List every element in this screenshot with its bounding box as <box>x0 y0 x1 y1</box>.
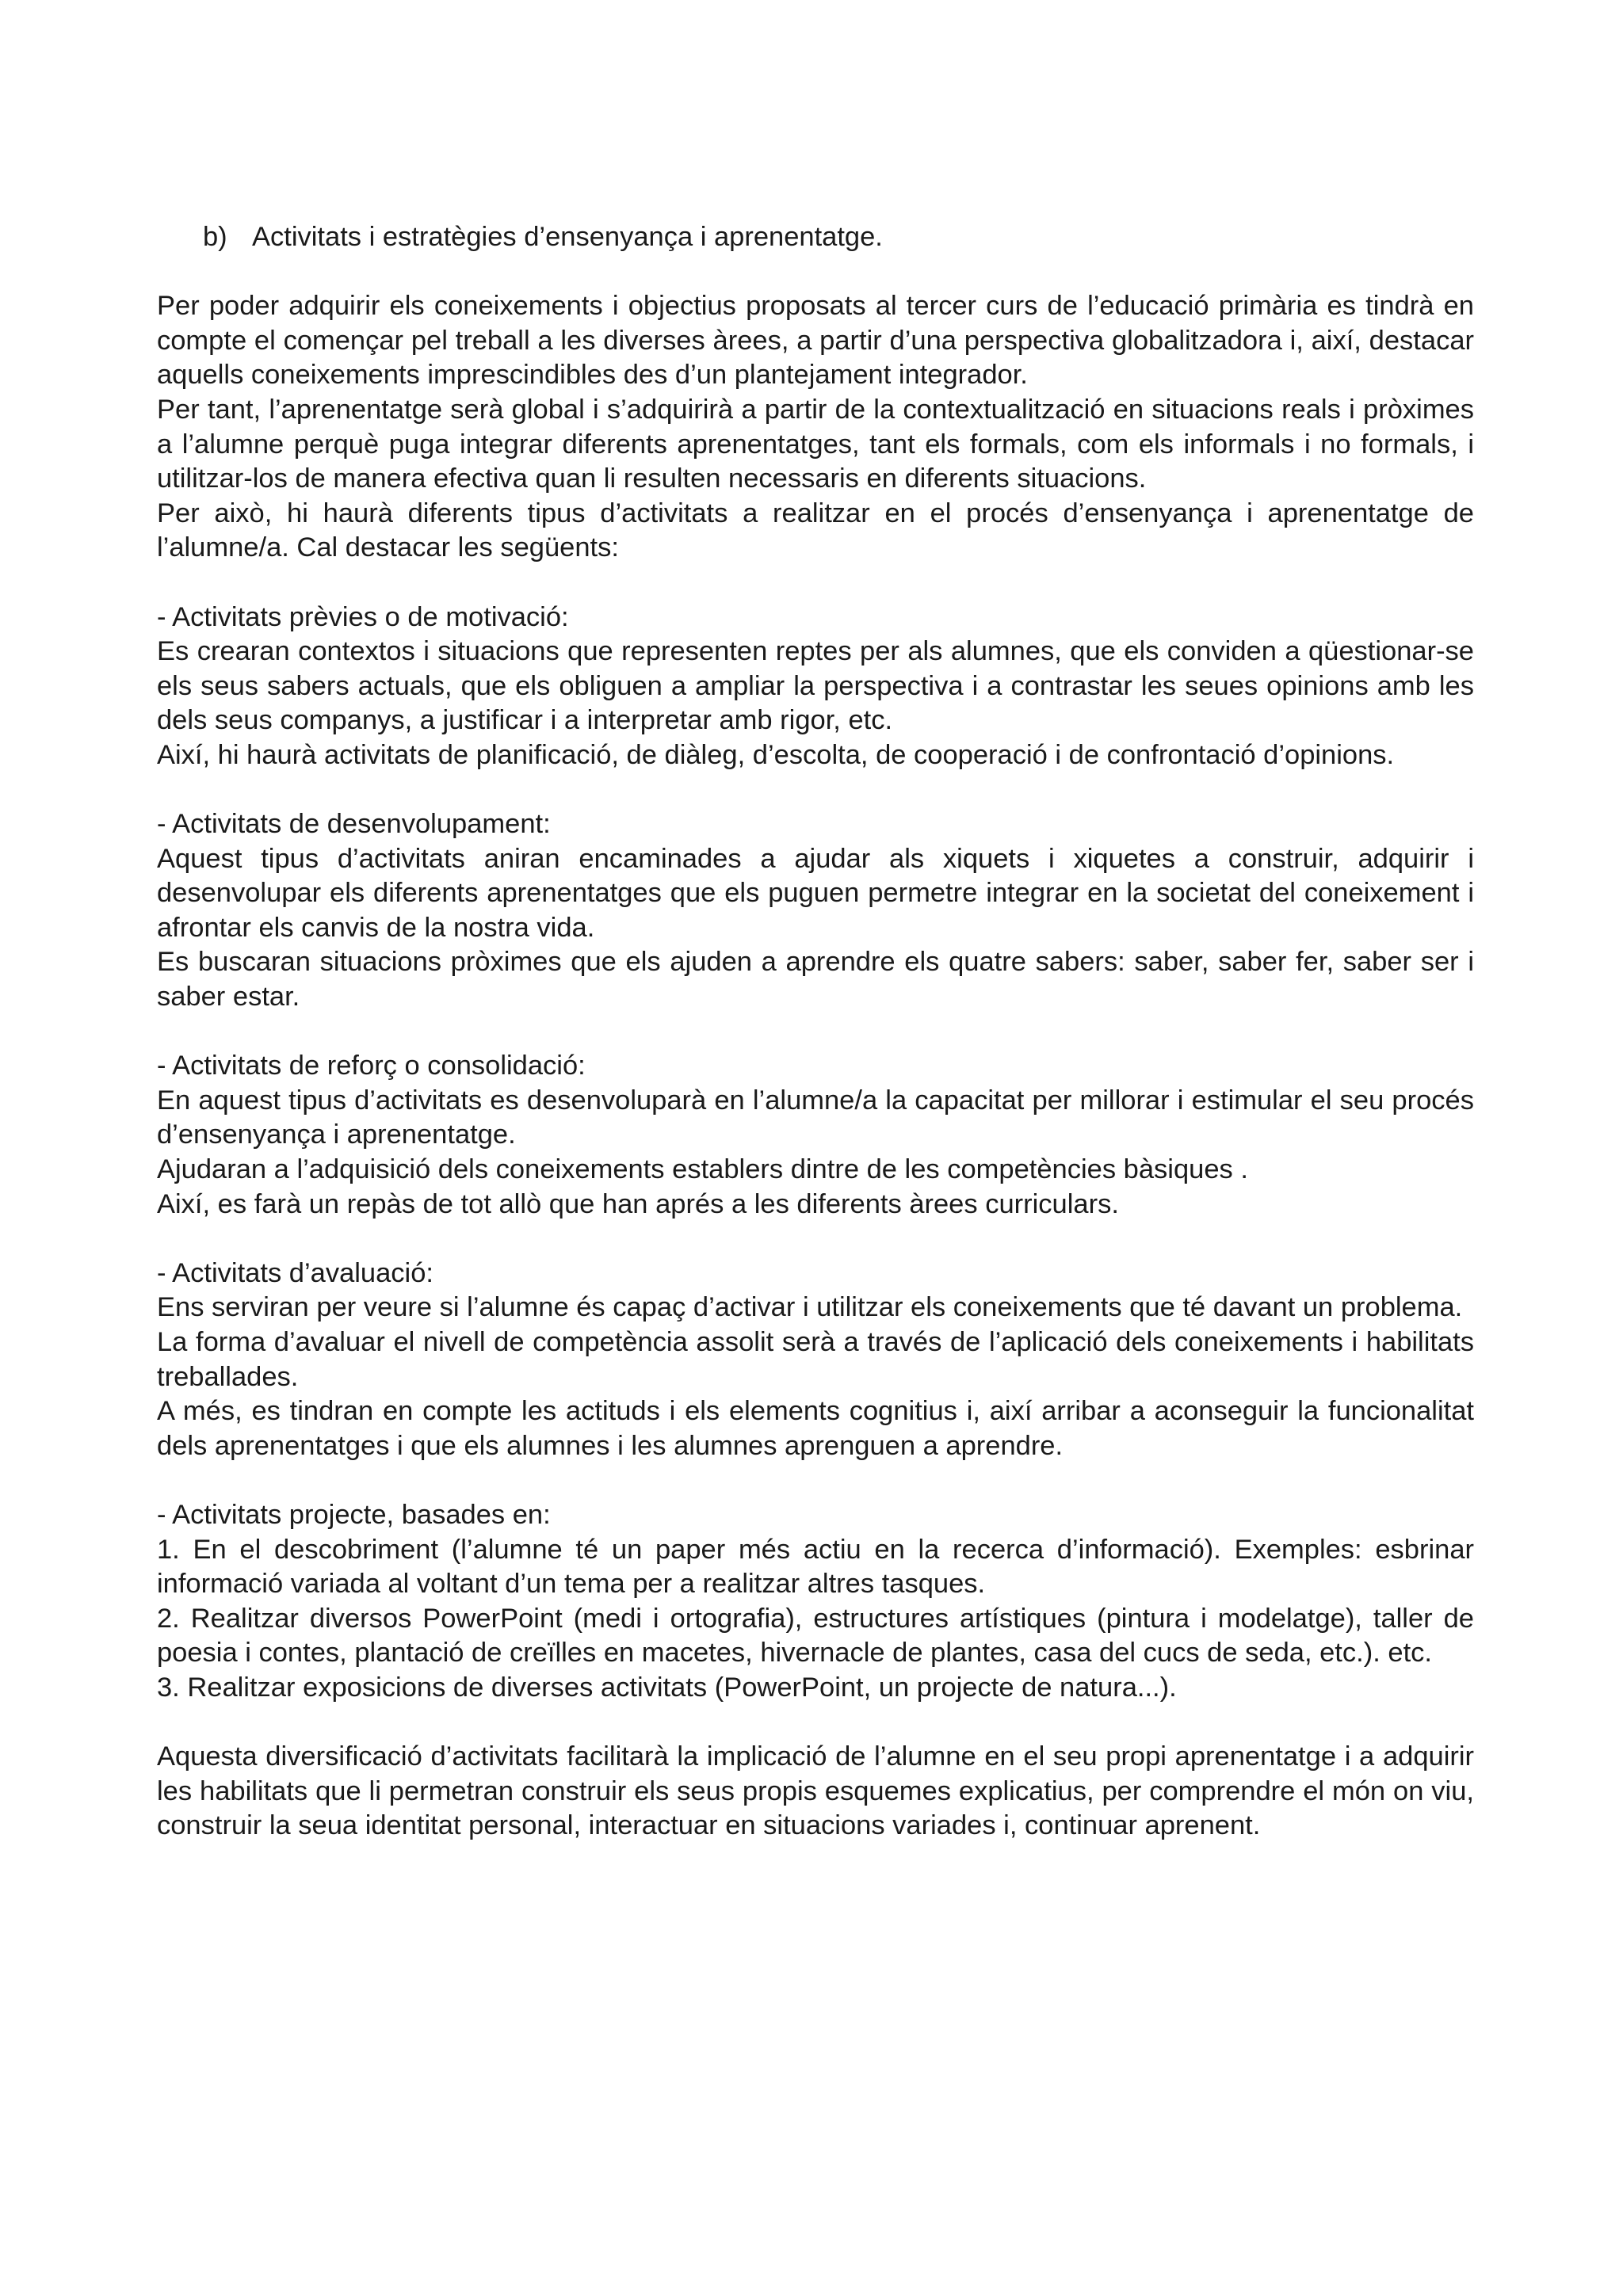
subsection-paragraph: A més, es tindran en compte les actituds i els elements cognitius i, així arribar a aconseguir la funcionalitat dels aprenentatges i que els alumnes i les alumnes aprenguen a aprendre. <box>157 1396 1474 1461</box>
subsection-paragraph: Es buscaran situacions pròximes que els ajuden a aprendre els quatre sabers: saber, saber fer, saber ser i saber estar. <box>157 947 1474 1013</box>
section-heading <box>157 220 1474 255</box>
subsection-paragraph: Aquest tipus d’activitats aniran encaminades a ajudar als xiquets i xiquetes a construir, adquirir i desenvolupar els diferents aprenentatges que els puguen permetre integrar en la societat del coneixement i afrontar els canvis de la nostra vida. <box>157 843 1474 943</box>
heading-text: Activitats i estratègies d’ensenyança i aprenentatge. <box>252 222 883 252</box>
subsection-paragraph: 1. En el descobriment (l’alumne té un paper més actiu en la recerca d’informació). Exemples: esbrinar informació variada al voltant d’un tema per a realitzar altres tasques. <box>157 1534 1474 1600</box>
subsection-title-projecte: - Activitats projecte, basades en: <box>157 1499 551 1530</box>
intro-paragraph: Per poder adquirir els coneixements i objectius proposats al tercer curs de l’educació primària es tindrà en compte el començar pel treball a les diverses àrees, a partir d’una perspectiva globalitzadora i, així, destacar aquells coneixements imprescindibles des d’un plantejament integrador. <box>157 291 1474 391</box>
paragraph-gap <box>157 1015 1474 1050</box>
paragraph-gap <box>157 1706 1474 1741</box>
subsection-paragraph: Així, es farà un repàs de tot allò que han aprés a les diferents àrees curriculars. <box>157 1188 1119 1219</box>
paragraph-gap <box>157 566 1474 601</box>
subsection-paragraph: Ajudaran a l’adquisició dels coneixements establers dintre de les competències bàsiques . <box>157 1154 1248 1185</box>
subsection-title-motivacio: - Activitats prèvies o de motivació: <box>157 601 569 632</box>
paragraph-gap <box>157 1463 1474 1498</box>
document-body <box>157 220 1474 1844</box>
heading-list-marker: b) <box>203 222 227 252</box>
subsection-title-reforc: - Activitats de reforç o consolidació: <box>157 1051 586 1081</box>
subsection-paragraph: 3. Realitzar exposicions de diverses activitats (PowerPoint, un projecte de natura...). <box>157 1672 1177 1703</box>
subsection-paragraph: 2. Realitzar diversos PowerPoint (medi i ortografia), estructures artístiques (pintura i modelatge), taller de poesia i contes, plantació de creïlles en macetes, hivernacle de plantes, casa del cucs de seda, etc.). etc. <box>157 1603 1474 1669</box>
subsection-title-desenvolupament: - Activitats de desenvolupament: <box>157 809 551 840</box>
paragraph-gap <box>157 1222 1474 1257</box>
subsection-paragraph: La forma d’avaluar el nivell de competència assolit serà a través de l’aplicació dels coneixements i habilitats treballades. <box>157 1327 1474 1392</box>
subsection-title-avaluacio: - Activitats d’avaluació: <box>157 1257 433 1288</box>
intro-paragraph: Per tant, l’aprenentatge serà global i s’adquirirà a partir de la contextualització en situacions reals i pròximes a l’alumne perquè puga integrar diferents aprenentatges, tant els formals, com els informals i no formals, i utilitzar-los de manera efectiva quan li resulten necessaris en diferents situacions. <box>157 394 1474 494</box>
subsection-paragraph: En aquest tipus d’activitats es desenvoluparà en l’alumne/a la capacitat per millorar i estimular el seu procés d’ensenyança i aprenentatge. <box>157 1085 1474 1150</box>
paragraph-gap <box>157 773 1474 808</box>
subsection-paragraph: Es crearan contextos i situacions que representen reptes per als alumnes, que els conviden a qüestionar-se els seus sabers actuals, que els obliguen a ampliar la perspectiva i a contrastar les seues opinions amb les dels seus companys, a justificar i a interpretar amb rigor, etc. <box>157 636 1474 736</box>
subsection-paragraph: Així, hi haurà activitats de planificació, de diàleg, d’escolta, de cooperació i de confrontació d’opinions. <box>157 739 1395 770</box>
conclusion-paragraph: Aquesta diversificació d’activitats facilitarà la implicació de l’alumne en el seu propi aprenentatge i a adquirir les habilitats que li permetran construir els seus propis esquemes explicatius, per comprendre el món on viu, construir la seua identitat personal, interactuar en situacions variades i, continuar aprenent. <box>157 1741 1474 1841</box>
intro-paragraph: Per això, hi haurà diferents tipus d’activitats a realitzar en el procés d’ensenyança i aprenentatge de l’alumne/a. Cal destacar les següents: <box>157 498 1474 563</box>
subsection-paragraph: Ens serviran per veure si l’alumne és capaç d’activar i utilitzar els coneixements que té davant un problema. <box>157 1292 1463 1323</box>
